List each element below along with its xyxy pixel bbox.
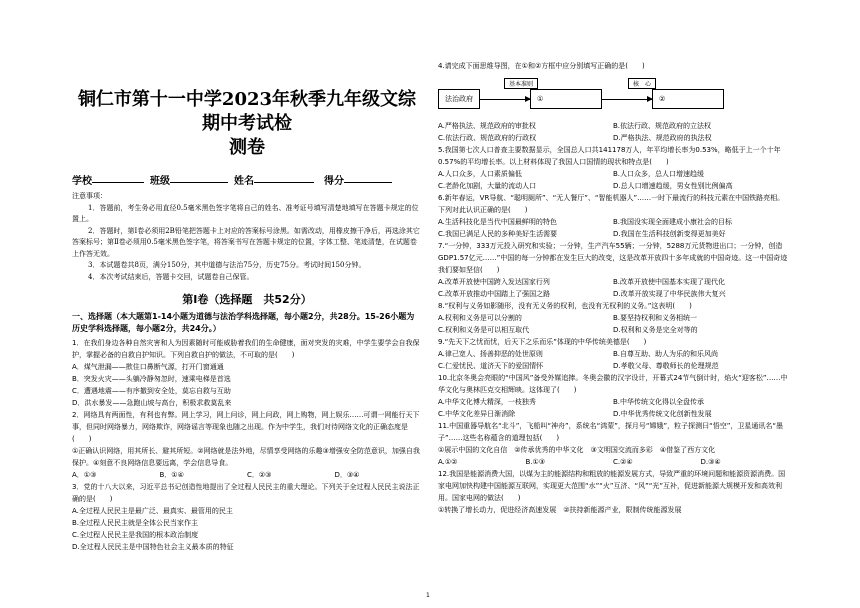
part1-head: 一、选择题（本大题第1-14小题为道德与法治学科选择题，每小题2分，共28分。15-26小题为历史学科选择题，每小题2分，共24分。）: [72, 312, 415, 333]
circle-2: ②: [659, 95, 666, 103]
q2-option-c: C．②③: [247, 471, 272, 479]
score-label: 得分: [324, 176, 344, 187]
q11-option-b: B.①③: [525, 458, 546, 466]
school-label: 学校: [72, 176, 92, 187]
q9-option-c: C.仁爱忧民、道济天下的爱国情怀: [438, 362, 544, 370]
q4-options-row1: [438, 120, 788, 132]
mind-map-arrow-2: [602, 99, 652, 100]
q5-option-b: B.人口众多，总人口增速趋缓: [613, 170, 705, 178]
q6-options-row1: [438, 216, 788, 228]
student-info: [72, 172, 422, 187]
page-number: 1: [426, 592, 430, 599]
note-1: 1．答题前，考生务必用直径0.5毫米黑色签字笔将自己的姓名、准考证号填写清楚地填写在答题卡规定的位置上。: [72, 203, 419, 223]
q2-options: [72, 469, 422, 481]
q8-options-row2: [438, 324, 788, 336]
q4-option-b: B.依法行政、规范政府的立法权: [613, 122, 712, 130]
tag-basic-principle: 基本准则: [504, 78, 538, 89]
q2-option-d: D．③④: [334, 471, 360, 479]
q7-option-a: A.改革开放使中国跨入发达国家行列: [438, 278, 550, 286]
q7-option-d: D.改革开放实现了中华民族伟大复兴: [613, 290, 726, 298]
school-blank[interactable]: [92, 172, 144, 183]
q11-option-c: C.②④: [613, 458, 633, 466]
note-4: 4．本次考试结束后，答题卡交回，试题卷自己保管。: [88, 272, 254, 281]
q6-option-d: D.我国在生活科技创新变得更加美好: [613, 230, 726, 238]
q3-option-a: A.全过程人民民主是最广泛、最真实、最管用的民主: [72, 507, 233, 515]
class-label: 班级: [150, 176, 170, 187]
notes-head: 注意事项：: [72, 192, 107, 200]
question-12: 12.我国是能源消费大国，以煤为主的能源结构和粗放的能源发展方式，导致严重的环境问题和能源资源消费。国家电网加快构建中国能源互联网，实现更大范围“水”“火”互济、“风”“光”互补，促进新能源大规模开发和高效利用。国家电网的做法( ): [438, 470, 786, 502]
q9-options-row1: [438, 348, 788, 360]
q7-option-c: C.改革开放推动中国踏上了强国之路: [438, 290, 551, 298]
q1-option-b: B．突发火灾——头躺冷静匆忽时，速乘电梯是首选: [72, 375, 231, 383]
q7-option-b: B.改革开放使中国基本实现了现代化: [613, 278, 726, 286]
q2-statements: ①正确认识网络，用其所长、避其所短。②网络就是法外地，尽情享受网络的乐趣③增强安全防范意识，加强自我保护。④刻意不良网络信息要远离，学会信息导食。: [72, 447, 420, 467]
exam-title: [72, 88, 422, 160]
q4-option-d: D.严格执法、规范政府的执法权: [613, 134, 712, 142]
q2-option-b: B．①④: [159, 471, 184, 479]
q11-option-d: D.③④: [700, 458, 721, 466]
q8-option-a: A.权利和义务是可以分割的: [438, 314, 522, 322]
title-line-2: 测卷: [229, 137, 265, 158]
question-9: 9.“先天下之忧而忧，后天下之乐而乐”体现的中华传统美德是( ): [438, 338, 647, 346]
question-10: 10.北京冬奥会亮眼的“中国风”备受外媒追捧。冬奥会徽的汉字设计，开幕式24节气倒计时，焰火“迎客松”……中华文化与奥林匹克交相辉映。这体现了( ): [438, 374, 788, 394]
q6-option-a: A.生活科技化是当代中国最鲜明的特色: [438, 218, 557, 226]
q7-options-row1: [438, 276, 788, 288]
q5-options-row2: [438, 180, 788, 192]
q10-option-a: A.中华文化博大精深，一枝独秀: [438, 398, 536, 406]
question-11: 11.中国重器导航名“北斗”，飞船叫“神舟”，系统名“鸿蒙”，探月号“嫦娥”，粒子探测曰“悟空”，卫星通讯名“墨子”……这些名称蕴含的道理包括( ): [438, 422, 784, 442]
name-label: 姓名: [234, 176, 254, 187]
q8-options-row1: [438, 312, 788, 324]
name-blank[interactable]: [254, 172, 314, 183]
q11-statements: ①展示中国的文化自信 ②传承优秀的中华文化 ③文明国交流而多彩 ④借鉴了西方文化: [438, 446, 716, 454]
right-column: [438, 60, 788, 516]
q10-option-b: B.中华传统文化得以全盘传承: [613, 398, 705, 406]
q8-option-c: C.权利和义务是可以相互取代: [438, 326, 530, 334]
q11-option-a: A.①②: [438, 458, 458, 466]
q5-options-row1: [438, 168, 788, 180]
q6-option-c: C.我国已满足人民的多种美好生活需要: [438, 230, 558, 238]
q4-option-c: C.依法行政、规范政府的行政权: [438, 134, 537, 142]
note-2: 2．答题时，第Ⅰ卷必须用2B铅笔把答题卡上对应的答案标号涂黑。如需改动，用橡皮擦干净后，再选涂其它答案标号；第Ⅱ卷必须用0.5毫米黑色签字笔，将答案书写在答题卡规定的位置，字体工整、笔迹清楚，在试题卷上作答无效。: [72, 226, 420, 258]
question-5: 5.我国第七次人口普查主要数据显示，全国总人口共141178万人，年平均增长率为0.53%，略低于上一个十年0.57%的平均增长率。以上材料体现了我国人口国情的现状和特点是( ): [438, 146, 781, 166]
q7-options-row2: [438, 288, 788, 300]
q5-option-a: A.人口众多，人口素质偏低: [438, 170, 522, 178]
q5-option-c: C.老龄化加剧，大量的流动人口: [438, 182, 537, 190]
mind-map-box-2: [530, 89, 602, 109]
question-6: 6.新年春运，VR导航、“聪明厕所”、“无人餐厅”、“智能机器人”……一时下最流行的科技元素在中国铁路亮相。下列对此认识正确的是( ): [438, 194, 785, 214]
q9-option-a: A.律己宽人、扬善抑恶的处世原则: [438, 350, 543, 358]
note-3: 3．本试题卷共8页，满分150分，其中道德与法治75分，历史75分。考试时间150分钟。: [88, 261, 366, 269]
notes: [72, 191, 422, 283]
q4-options-row2: [438, 132, 788, 144]
q1-option-c: C．遭遇地震——有序撤到安全处，莫忘自救与互助: [72, 387, 231, 395]
q9-option-d: D.孝敬父母、尊敬师长的伦理规范: [613, 362, 719, 370]
q3-option-c: C.全过程人民民主是我国的根本政治制度: [72, 531, 199, 539]
q8-option-d: D.权利和义务是完全对等的: [613, 326, 698, 334]
question-7: 7.“一分钟，333万元投入研究和实验；一分钟，生产汽车55辆；一分钟，5288万元货物进出口；一分钟，创造GDP1.57亿元……”中国的每一分钟都在发生巨大的改变，这是改革开放四十多年成就的中国奇迹。这一中国奇迹我们要如坚信( ): [438, 242, 788, 274]
circle-1: ①: [537, 95, 544, 103]
question-2: 2．网络具有两面性，有利也有弊。网上学习，网上问诊，网上问政，网上购物，网上娱乐……可谓一网能行天下事，但同时网络暴力，网络欺诈，网络谣言等现象也随之出现。作为中学生，我们对待网络文化的正确态度是( ): [72, 411, 420, 443]
q4-option-a: A.严格执法、规范政府的审批权: [438, 122, 536, 130]
title-line-1: 铜仁市第十一中学2023年秋季九年级文综期中考试检: [77, 89, 417, 134]
q10-option-d: D.中华优秀传统文化创新性发展: [613, 410, 712, 418]
section-title: 第Ⅰ卷（选择题 共52分）: [182, 293, 312, 306]
left-column: [72, 88, 422, 553]
question-3: 3．党的十八大以来，习近平总书记创造性地提出了全过程人民民主的重大理论。下列关于全过程人民民主说法正确的是( ): [72, 483, 420, 503]
q10-options-row2: [438, 408, 788, 420]
q6-option-b: B.我国没实现全面建成小康社会的目标: [613, 218, 733, 226]
score-blank[interactable]: [344, 172, 392, 183]
q3-option-d: D.全过程人民民主是中国特色社会主义最本质的特征: [72, 543, 234, 551]
q3-option-b: B.全过程人民民主就是全体公民当家作主: [72, 519, 199, 527]
mind-map-arrow-1: [480, 99, 530, 100]
q11-options: [438, 456, 788, 468]
q10-options-row1: [438, 396, 788, 408]
tag-core: 核 心: [628, 78, 656, 89]
q6-options-row2: [438, 228, 788, 240]
q1-option-a: A．煤气泄漏——揿住口鼻断气源，打开门窗通通: [72, 363, 224, 371]
q8-option-b: B.要坚持权利和义务相统一: [613, 314, 698, 322]
question-4: 4.请完成下面思维导图，在①和②方框中应分别填写正确的是( ): [438, 62, 645, 70]
q2-option-a: A．①③: [72, 471, 97, 479]
q1-option-d: D．洪水暴发——急跑山坡与高台，积极求救莫乱来: [72, 399, 232, 407]
mind-map-box-1: 法治政府: [438, 89, 480, 109]
mind-map-box-3: [652, 89, 724, 109]
q10-option-c: C.中华文化差异日渐消除: [438, 410, 516, 418]
q5-option-d: D.总人口增速趋缓，男女性别比例偏高: [613, 182, 733, 190]
class-blank[interactable]: [170, 172, 228, 183]
question-8: 8.“权利与义务如影随形，没有无义务的权利，也没有无权利的义务。”这表明( ): [438, 302, 692, 310]
q12-statements: ①转换了增长动力，促进经济高速发展 ②扶持新能源产业，限制传统能源发展: [438, 506, 682, 514]
mind-map: [438, 81, 788, 114]
q9-options-row2: [438, 360, 788, 372]
question-1: 1．在我们身边各种自然灾害和人为因素随时可能威胁着我们的生命健康，面对突发的灾难，中学生要学会自我保护，掌握必备的自救自护知识。下列自救自护的做法，不可取的是( ): [72, 339, 420, 359]
q9-option-b: B.自尊互助、助人为乐的和乐风尚: [613, 350, 719, 358]
